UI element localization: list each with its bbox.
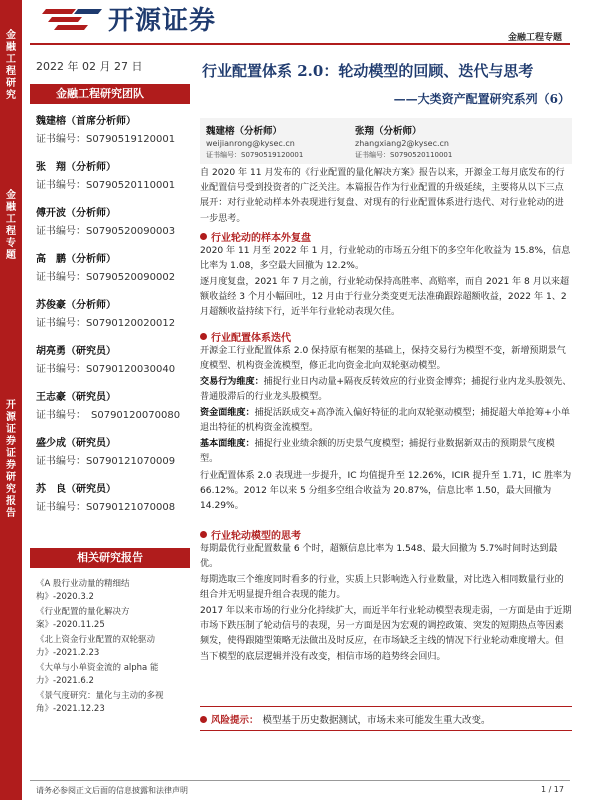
author-box bbox=[200, 118, 572, 164]
page-number: 1 / 17 bbox=[540, 785, 564, 794]
section-heading-iteration bbox=[200, 329, 291, 344]
related-report-link[interactable]: 《行业配置的量化解决方案》-2020.11.25 bbox=[36, 607, 130, 630]
side-label-research: 金融工程研究 bbox=[6, 30, 16, 101]
paragraph bbox=[200, 437, 572, 467]
risk-divider bbox=[200, 706, 572, 707]
section-heading-thoughts bbox=[200, 527, 301, 542]
bullet-icon bbox=[200, 531, 207, 538]
paragraph bbox=[200, 375, 572, 405]
author-card bbox=[355, 123, 452, 160]
report-date: 2022 年 02 月 27 日 bbox=[36, 60, 143, 73]
logo-mark-icon bbox=[42, 3, 104, 33]
paragraph bbox=[200, 406, 572, 436]
intro-paragraph: 自 2020 年 11 月发布的《行业配置的量化解决方案》报告以来，开源金工每月底发布的行业配置信号受到投资者的广泛关注。本篇报告作为行业配置的升级延续，主要将从以下三点展开：对行业轮动样本外表现进行复盘、对现有的行业配置体系进行迭代、对行业轮动的进一步思考。 bbox=[200, 168, 565, 224]
team-heading: 金融工程研究团队 bbox=[30, 84, 190, 104]
risk-divider bbox=[200, 730, 572, 731]
author-name: 张翔（分析师） bbox=[355, 126, 422, 137]
analyst-item bbox=[36, 161, 191, 192]
bullet-icon bbox=[200, 333, 207, 340]
analyst-cert: 证书编号：S0790520090003 bbox=[36, 226, 176, 237]
brand-logo bbox=[42, 2, 216, 34]
related-report-link[interactable]: 《景气度研究：量化与主动的多视角》-2021.12.23 bbox=[36, 691, 164, 714]
paragraph-text: 捕捉活跃成交+高净流入偏好特征的北向双轮驱动模型；捕捉超大单抢筹+小单退出特征的机构资金流模型。 bbox=[200, 408, 570, 434]
analyst-cert: 证书编号：S0790519120001 bbox=[36, 134, 176, 145]
key-label: 交易行为维度： bbox=[200, 377, 264, 387]
risk-label: 风险提示： bbox=[211, 715, 259, 726]
analyst-item bbox=[36, 483, 191, 514]
disclaimer-note: 请务必参阅正文后面的信息披露和法律声明 bbox=[36, 786, 188, 795]
bullet-icon bbox=[200, 233, 207, 240]
paragraph: 开源金工行业配置体系 2.0 保持原有框架的基础上，保持交易行为模型不变，新增预期景气度模型、机构资金流模型，修正北向资金北向双轮驱动模型。 bbox=[200, 346, 566, 372]
header-divider bbox=[30, 43, 570, 45]
analyst-item bbox=[36, 345, 191, 376]
risk-text: 模型基于历史数据测试，市场未来可能发生重大改变。 bbox=[262, 715, 491, 726]
logo-text: 开源证券 bbox=[108, 5, 217, 36]
analyst-cert: 证书编号：S0790520110001 bbox=[36, 180, 176, 191]
paragraph: 每期最优行业配置数量 6 个时，超额信息比率为 1.548、最大回撤为 5.7%时间时达到最优。 bbox=[200, 544, 558, 570]
risk-notice bbox=[200, 712, 491, 726]
author-email[interactable]: zhangxiang2@kysec.cn bbox=[355, 139, 449, 148]
section-title: 行业轮动模型的思考 bbox=[211, 531, 301, 542]
related-report-link[interactable]: 《A 股行业动量的精细结构》-2020.3.2 bbox=[36, 579, 130, 602]
analyst-name: 胡亮勇（研究员） bbox=[36, 346, 116, 357]
paragraph: 每期选取三个维度同时看多的行业，实质上只影响选入行业数量，对比选入相同数量行业的组合并无明显提升组合表现的能力。 bbox=[200, 575, 564, 601]
paragraph-text: 捕捉行业业绩余额的历史景气度模型；捕捉行业数据新双击的预期景气度模型。 bbox=[200, 439, 555, 465]
side-label-topic: 金融工程专题 bbox=[6, 190, 16, 261]
side-label-report: 开源证券 证券研究报告 bbox=[6, 400, 16, 519]
analyst-cert: 证书编号： S0790120070080 bbox=[36, 410, 181, 421]
author-cert: 证书编号：S0790520110001 bbox=[355, 151, 453, 159]
section-title: 行业配置体系迭代 bbox=[211, 333, 291, 344]
related-report-link[interactable]: 《大单与小单资金流的 alpha 能力》-2021.6.2 bbox=[36, 663, 159, 686]
paragraph: 行业配置体系 2.0 表现进一步提升，IC 均值提升至 12.26%，ICIR 提升至 1.71，IC 胜率为 66.12%。2012 年以来 5 分组多空组合收益为 20.87%，信息比率 1.50，最大回撤为 14.29%。 bbox=[200, 471, 572, 512]
analyst-name: 魏建榕（首席分析师） bbox=[36, 116, 136, 127]
section-heading-review bbox=[200, 229, 311, 244]
report-category: 金融工程专题 bbox=[507, 33, 562, 43]
analyst-name: 张 翔（分析师） bbox=[36, 162, 116, 173]
related-list bbox=[36, 578, 186, 718]
author-name: 魏建榕（分析师） bbox=[206, 126, 283, 137]
related-report-link[interactable]: 《北上资金行业配置的双轮驱动力》-2021.2.23 bbox=[36, 635, 156, 658]
section-title: 行业轮动的样本外复盘 bbox=[211, 233, 311, 244]
author-cert: 证书编号：S0790519120001 bbox=[206, 151, 304, 159]
analyst-name: 苏俊豪（分析师） bbox=[36, 300, 116, 311]
paragraph: 2017 年以来市场的行业分化持续扩大，而近半年行业轮动模型表现走弱，一方面是由于近期市场下跌压制了轮动信号的表现，另一方面是因为宏观的调控政策、突发的短期热点等因素频发，使得跟随型策略无法做出及时反应，在市场缺乏主线的情况下行业轮动难度增大。但当下模型的底层逻辑并没有改变，相信市场的趋势终会回归。 bbox=[200, 606, 572, 662]
analyst-item bbox=[36, 115, 191, 146]
author-email[interactable]: weijianrong@kysec.cn bbox=[206, 139, 295, 148]
analyst-item bbox=[36, 253, 191, 284]
key-label: 基本面维度： bbox=[200, 439, 255, 449]
analyst-item bbox=[36, 437, 191, 468]
author-card bbox=[206, 123, 303, 160]
analyst-item bbox=[36, 391, 191, 422]
analyst-name: 高 鹏（分析师） bbox=[36, 254, 116, 265]
analyst-item bbox=[36, 299, 191, 330]
paragraph: 2020 年 11 月至 2022 年 1 月，行业轮动的市场五分组下的多空年化收益为 15.8%，信息比率为 1.08，多空最大回撤为 12.2%。 bbox=[200, 246, 571, 272]
analyst-name: 王志豪（研究员） bbox=[36, 392, 116, 403]
paragraph: 逐月度复盘，2021 年 7 月之前，行业轮动保持高胜率、高赔率，而自 2021 年 8 月以来超额收益经 3 个月小幅回吐，12 月由于行业分类变更无法准确跟踪超额收益，2022 年 1、2 月超额收益持续下行，近半年行业轮动表现欠佳。 bbox=[200, 277, 570, 318]
analyst-name: 盛少成（研究员） bbox=[36, 438, 116, 449]
related-heading: 相关研究报告 bbox=[30, 548, 190, 568]
footer-divider bbox=[30, 780, 570, 781]
bullet-icon bbox=[200, 716, 207, 723]
analyst-cert: 证书编号：S0790120020012 bbox=[36, 318, 176, 329]
paragraph-text: 捕捉行业日内动量+隔夜反转效应的行业资金博弈；捕捉行业内龙头股领先、普通股滞后的行业龙头股模型。 bbox=[200, 377, 572, 403]
analyst-name: 傅开波（分析师） bbox=[36, 208, 116, 219]
analyst-cert: 证书编号：S0790520090002 bbox=[36, 272, 176, 283]
analyst-list bbox=[36, 115, 191, 529]
analyst-name: 苏 良（研究员） bbox=[36, 484, 116, 495]
analyst-cert: 证书编号：S0790120030040 bbox=[36, 364, 176, 375]
analyst-cert: 证书编号：S0790121070008 bbox=[36, 502, 176, 513]
analyst-cert: 证书编号：S0790121070009 bbox=[36, 456, 176, 467]
report-subtitle: ——大类资产配置研究系列（6） bbox=[393, 92, 570, 106]
analyst-item bbox=[36, 207, 191, 238]
report-title: 行业配置体系 2.0：轮动模型的回顾、迭代与思考 bbox=[202, 62, 534, 80]
key-label: 资金面维度： bbox=[200, 408, 255, 418]
